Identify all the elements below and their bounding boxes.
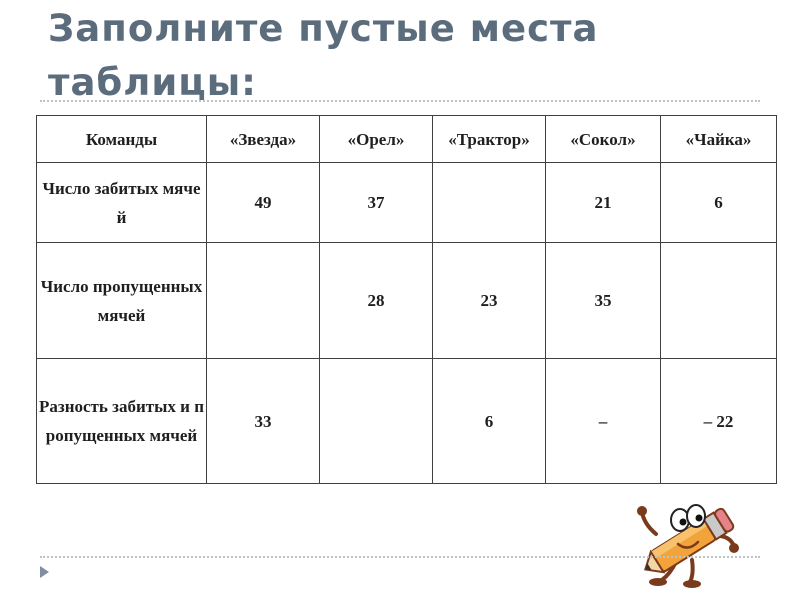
footer-divider: [40, 556, 760, 558]
table-row-goals-conceded: [37, 243, 777, 359]
header-cell-traktor: «Трактор»: [433, 116, 546, 163]
table-cell: 33: [207, 359, 320, 484]
table-cell: –: [546, 359, 661, 484]
pencil-mascot-icon: [634, 494, 744, 589]
fill-in-table: [36, 115, 777, 484]
table-cell: 37: [320, 163, 433, 243]
table-header-row: [37, 116, 777, 163]
empty-cell: [207, 243, 320, 359]
header-cell-orel: «Орел»: [320, 116, 433, 163]
table-cell: 6: [433, 359, 546, 484]
table-cell: 21: [546, 163, 661, 243]
slide-title: Заполните пустые места таблицы:: [48, 7, 599, 104]
table-cell: 49: [207, 163, 320, 243]
table-cell: 28: [320, 243, 433, 359]
header-cell-zvezda: «Звезда»: [207, 116, 320, 163]
play-arrow-icon[interactable]: [40, 566, 49, 578]
header-cell-teams: Команды: [37, 116, 207, 163]
header-cell-sokol: «Сокол»: [546, 116, 661, 163]
empty-cell: [320, 359, 433, 484]
empty-cell: [433, 163, 546, 243]
table-cell: – 22: [661, 359, 777, 484]
empty-cell: [661, 243, 777, 359]
row-label: Число забитых мячей: [37, 163, 207, 243]
table-row-goals-scored: [37, 163, 777, 243]
table-cell: 6: [661, 163, 777, 243]
title-divider: [40, 100, 760, 102]
row-label: Число пропущенных мячей: [37, 243, 207, 359]
row-label: Разность забитых и пропущенных мячей: [37, 359, 207, 484]
table-cell: 23: [433, 243, 546, 359]
header-cell-chaika: «Чайка»: [661, 116, 777, 163]
table-cell: 35: [546, 243, 661, 359]
table-row-goal-difference: [37, 359, 777, 484]
